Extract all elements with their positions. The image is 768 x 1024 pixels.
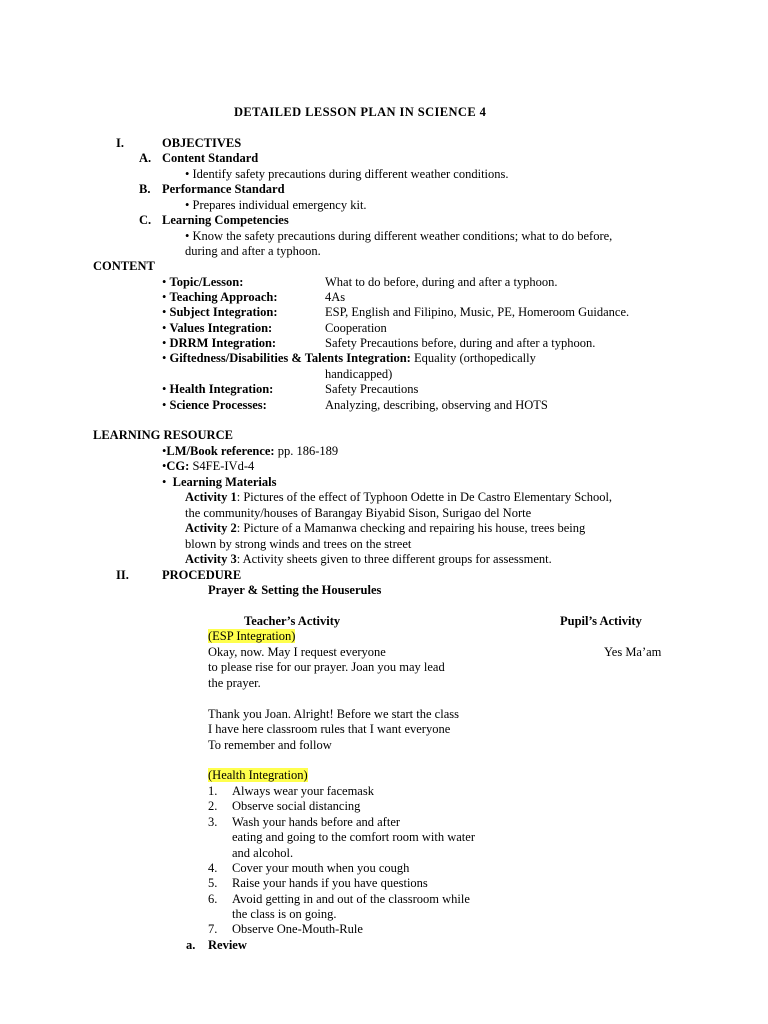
rule-text: Cover your mouth when you cough: [232, 861, 410, 875]
content-heading: CONTENT: [93, 259, 155, 273]
content-row-value: Safety Precautions before, during and after a typhoon.: [325, 336, 596, 350]
learning-competencies-item: • Know the safety precautions during different weather conditions; what to do before,: [185, 229, 613, 243]
activity-3-text: : Activity sheets given to three different groups for assessment.: [236, 552, 552, 566]
activity-2-label: Activity 2: [185, 521, 237, 535]
content-row-label: Topic/Lesson:: [169, 275, 244, 289]
content-row-value: 4As: [325, 290, 346, 304]
pupil-activity-header: Pupil’s Activity: [560, 614, 642, 628]
lm-reference: •LM/Book reference: pp. 186-189: [162, 444, 339, 458]
rule-text: Always wear your facemask: [232, 784, 374, 798]
prayer-text-2: to please rise for our prayer. Joan you may lead: [208, 660, 445, 674]
content-row-value: ESP, English and Filipino, Music, PE, Homeroom Guidance.: [325, 305, 630, 319]
health-integration-tag: [208, 768, 308, 783]
review-label: a.: [186, 938, 196, 952]
teacher-activity-header: Teacher’s Activity: [244, 614, 341, 628]
activity-1-label: Activity 1: [185, 490, 237, 504]
content-row-subject: • Subject Integration:: [162, 305, 278, 319]
rule-number: 6.: [208, 892, 218, 906]
content-row-drrm: • DRRM Integration:: [162, 336, 277, 350]
cg-value: S4FE-IVd-4: [192, 459, 255, 473]
content-row-label: Health Integration:: [169, 382, 274, 396]
content-row-science: • Science Processes:: [162, 398, 267, 412]
review-title: Review: [208, 938, 247, 952]
learning-resource-heading: LEARNING RESOURCE: [93, 428, 233, 442]
content-row-label: Values Integration:: [169, 321, 273, 335]
activity-2: [185, 521, 585, 536]
content-row-value: Cooperation: [325, 321, 387, 335]
content-row-label: Subject Integration:: [169, 305, 278, 319]
esp-integration-highlight: (ESP Integration): [208, 629, 296, 643]
performance-standard-label: B.: [139, 182, 151, 196]
rule-number: 7.: [208, 922, 218, 936]
activity-2-text-2: blown by strong winds and trees on the street: [185, 537, 412, 551]
content-row-label: Science Processes:: [169, 398, 267, 412]
performance-standard-item: • Prepares individual emergency kit.: [185, 198, 367, 212]
cg-reference: •CG: S4FE-IVd-4: [162, 459, 255, 473]
content-row-health: • Health Integration:: [162, 382, 274, 396]
activity-3-label: Activity 3: [185, 552, 237, 566]
content-row-values: • Values Integration:: [162, 321, 273, 335]
prayer-text-3: the prayer.: [208, 676, 261, 690]
rules-intro-3: To remember and follow: [208, 738, 332, 752]
learning-materials-label: Learning Materials: [172, 475, 277, 489]
pupil-response: Yes Ma’am: [604, 645, 662, 659]
rule-text: Wash your hands before and after: [232, 815, 401, 829]
learning-competencies-text-1: Know the safety precautions during different weather conditions; what to do before,: [192, 229, 613, 243]
content-row-value: Equality (orthopedically: [413, 351, 536, 365]
content-row-label: Giftedness/Disabilities & Talents Integration:: [169, 351, 411, 365]
lm-reference-label: LM/Book reference:: [166, 444, 275, 458]
content-row-label: DRRM Integration:: [169, 336, 277, 350]
content-standard-item: • Identify safety precautions during different weather conditions.: [185, 167, 509, 181]
rule-text: Observe social distancing: [232, 799, 361, 813]
procedure-number: II.: [116, 568, 129, 582]
performance-standard-text: Prepares individual emergency kit.: [192, 198, 367, 212]
rule-number: 5.: [208, 876, 218, 890]
content-row-value: What to do before, during and after a typhoon.: [325, 275, 558, 289]
content-standard-text: Identify safety precautions during different weather conditions.: [192, 167, 509, 181]
prayer-text-1: Okay, now. May I request everyone: [208, 645, 386, 659]
prayer-heading: Prayer & Setting the Houserules: [208, 583, 382, 597]
rules-intro-2: I have here classroom rules that I want everyone: [208, 722, 451, 736]
learning-competencies-label: C.: [139, 213, 152, 227]
rule-text-continued: eating and going to the comfort room with water: [232, 830, 475, 844]
rule-text-continued: and alcohol.: [232, 846, 294, 860]
content-row-label: Teaching Approach:: [169, 290, 278, 304]
content-row-value: Safety Precautions: [325, 382, 419, 396]
activity-2-text: : Picture of a Mamanwa checking and repairing his house, trees being: [236, 521, 586, 535]
lm-reference-value: pp. 186-189: [277, 444, 339, 458]
activity-1: [185, 490, 612, 505]
content-standard-label: A.: [139, 151, 152, 165]
learning-competencies-text-2: during and after a typhoon.: [185, 244, 321, 258]
content-row-approach: • Teaching Approach:: [162, 290, 278, 304]
content-row-topic: • Topic/Lesson:: [162, 275, 244, 289]
rule-text-continued: the class is on going.: [232, 907, 337, 921]
rule-number: 3.: [208, 815, 218, 829]
rule-number: 1.: [208, 784, 218, 798]
health-integration-highlight: (Health Integration): [208, 768, 308, 782]
performance-standard-title: Performance Standard: [162, 182, 285, 196]
activity-1-text-2: the community/houses of Barangay Biyabid Sison, Surigao del Norte: [185, 506, 532, 520]
rule-text: Avoid getting in and out of the classroom while: [232, 892, 470, 906]
content-standard-title: Content Standard: [162, 151, 259, 165]
learning-materials: • Learning Materials: [162, 475, 277, 489]
rules-intro-1: Thank you Joan. Alright! Before we start the class: [208, 707, 459, 721]
cg-label: CG:: [166, 459, 190, 473]
procedure-heading: PROCEDURE: [162, 568, 242, 582]
objectives-heading: OBJECTIVES: [162, 136, 242, 150]
rule-text: Observe One-Mouth-Rule: [232, 922, 363, 936]
document-title: DETAILED LESSON PLAN IN SCIENCE 4: [234, 105, 487, 119]
learning-competencies-title: Learning Competencies: [162, 213, 289, 227]
rule-text: Raise your hands if you have questions: [232, 876, 428, 890]
activity-3: [185, 552, 552, 567]
rule-number: 4.: [208, 861, 218, 875]
content-row-giftedness: • Giftedness/Disabilities & Talents Integration: Equality (orthopedically: [162, 351, 536, 365]
objectives-number: I.: [116, 136, 124, 150]
activity-1-text: : Pictures of the effect of Typhoon Odette in De Castro Elementary School,: [236, 490, 613, 504]
content-row-value-continued: handicapped): [325, 367, 393, 381]
content-row-value: Analyzing, describing, observing and HOTS: [325, 398, 548, 412]
rule-number: 2.: [208, 799, 218, 813]
esp-integration-tag: [208, 629, 295, 644]
